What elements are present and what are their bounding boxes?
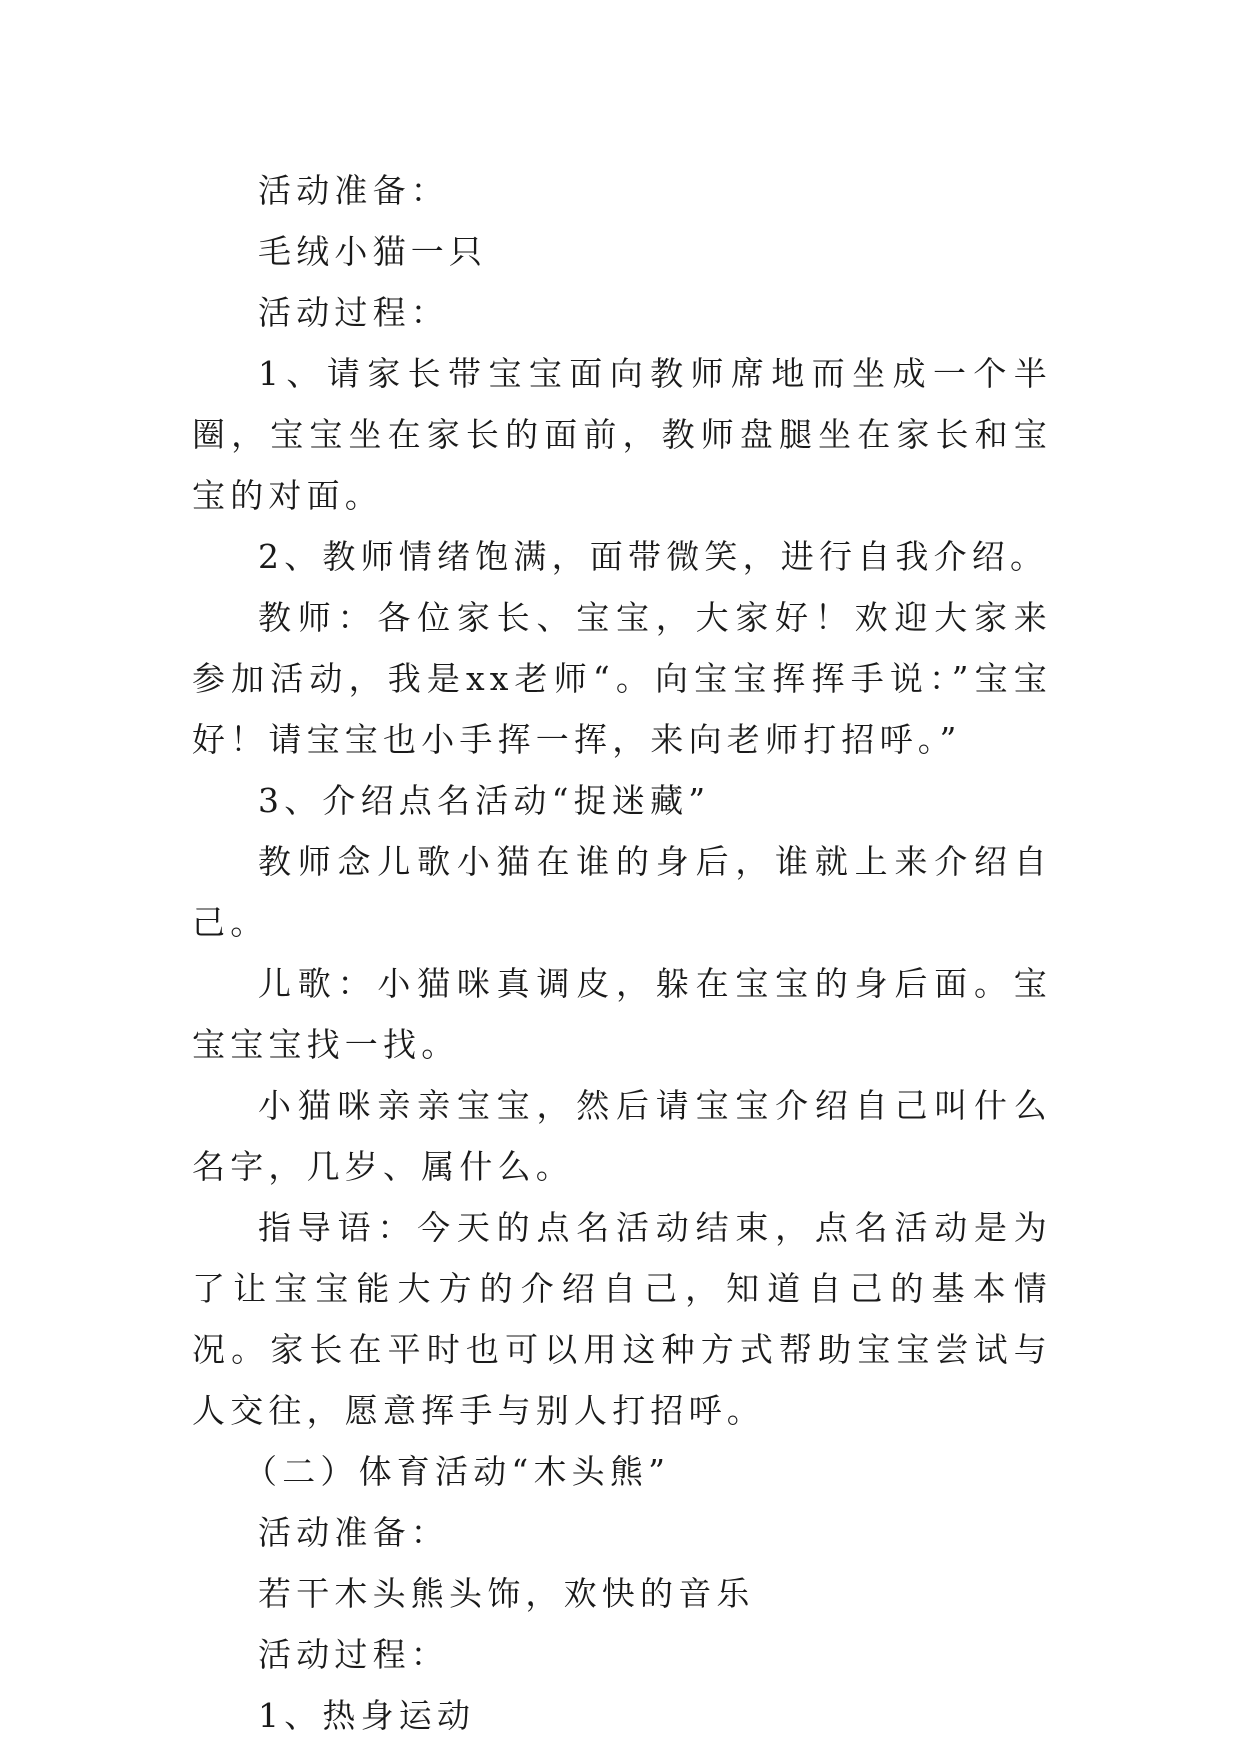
paragraph-warmup: 1、热身运动 xyxy=(258,1696,476,1735)
paragraph-step-1: 1、请家长带宝宝面向教师席地而坐成一个半圈，宝宝坐在家长的面前，教师盘腿坐在家长和宝宝的对面。 xyxy=(192,354,1052,515)
document-body xyxy=(192,160,1052,1746)
paragraph-kitten-kiss: 小猫咪亲亲宝宝，然后请宝宝介绍自己叫什么名字，几岁、属什么。 xyxy=(192,1086,1052,1186)
paragraph-prep-heading-2: 活动准备： xyxy=(258,1513,449,1552)
paragraph-prep-heading: 活动准备： xyxy=(258,171,449,210)
paragraph-teacher-intro: 教师：各位家长、宝宝，大家好！欢迎大家来参加活动，我是xx老师“。向宝宝挥挥手说：”宝宝好！请宝宝也小手挥一挥，来向老师打招呼。” xyxy=(192,598,1052,759)
paragraph-nursery-rhyme: 儿歌：小猫咪真调皮，躲在宝宝的身后面。宝宝宝宝找一找。 xyxy=(192,964,1052,1064)
section-heading-sports: （二）体育活动“木头熊” xyxy=(244,1452,671,1491)
paragraph-step-3: 3、介绍点名活动“捉迷藏” xyxy=(258,781,711,820)
paragraph-guidance: 指导语：今天的点名活动结束，点名活动是为了让宝宝能大方的介绍自己，知道自己的基本情况。家长在平时也可以用这种方式帮助宝宝尝试与人交往，愿意挥手与别人打招呼。 xyxy=(192,1208,1052,1430)
paragraph-nursery-rhyme-intro: 教师念儿歌小猫在谁的身后，谁就上来介绍自己。 xyxy=(192,842,1052,942)
paragraph-prep-item: 毛绒小猫一只 xyxy=(258,232,488,271)
paragraph-step-2: 2、教师情绪饱满，面带微笑，进行自我介绍。 xyxy=(258,537,1049,576)
paragraph-prep-item-2: 若干木头熊头饰，欢快的音乐 xyxy=(258,1574,755,1613)
paragraph-process-heading: 活动过程： xyxy=(258,293,449,332)
paragraph-process-heading-2: 活动过程： xyxy=(258,1635,449,1674)
